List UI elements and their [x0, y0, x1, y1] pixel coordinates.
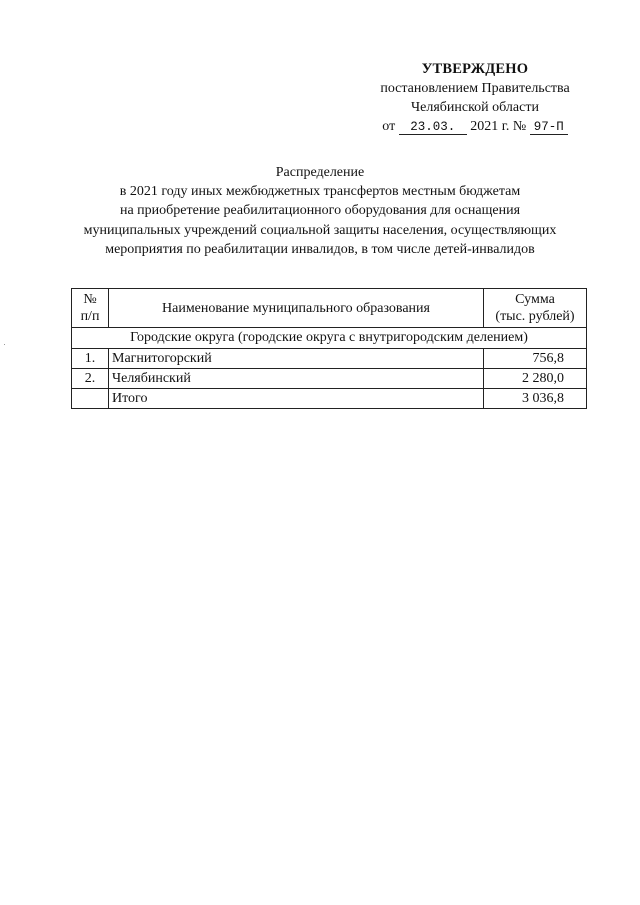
approval-date: 23.03. — [399, 120, 467, 135]
approval-date-line — [360, 117, 590, 136]
approval-number: 97-П — [530, 120, 568, 135]
document-title — [60, 163, 580, 259]
header-number-line-1: № — [83, 292, 97, 307]
distribution-table — [71, 288, 587, 409]
total-sum: 3 036,8 — [484, 389, 587, 409]
approval-from-label: от — [382, 119, 396, 134]
approval-heading: УТВЕРЖДЕНО — [421, 61, 529, 77]
approval-year-label: 2021 г. № — [470, 119, 527, 134]
approval-line-2: Челябинской области — [411, 100, 539, 115]
row-name: Челябинский — [109, 369, 484, 389]
approval-line-1: постановлением Правительства — [380, 81, 570, 96]
table-row — [72, 349, 587, 369]
scan-speck — [4, 344, 5, 345]
title-line-3: на приобретение реабилитационного оборудования для оснащения — [119, 203, 521, 219]
header-sum — [484, 289, 587, 328]
header-number — [72, 289, 109, 328]
header-sum-line-1: Сумма — [515, 292, 555, 307]
total-number-cell — [72, 389, 109, 409]
title-line-2: в 2021 году иных межбюджетных трансфертов местным бюджетам — [119, 184, 521, 200]
total-label: Итого — [109, 389, 484, 409]
row-sum: 2 280,0 — [484, 369, 587, 389]
row-number: 1. — [72, 349, 109, 369]
table-row — [72, 369, 587, 389]
table-header-row — [72, 289, 587, 328]
row-number: 2. — [72, 369, 109, 389]
approval-stamp — [360, 60, 590, 136]
title-line-5: мероприятия по реабилитации инвалидов, в том числе детей-инвалидов — [105, 241, 535, 257]
title-line-1: Распределение — [275, 165, 365, 180]
row-name: Магнитогорский — [109, 349, 484, 369]
row-sum: 756,8 — [484, 349, 587, 369]
header-name: Наименование муниципального образования — [109, 289, 484, 328]
title-line-4: муниципальных учреждений социальной защиты населения, осуществляющих — [83, 222, 557, 238]
table-total-row — [72, 389, 587, 409]
table-group-row — [72, 328, 587, 349]
header-number-line-2: п/п — [80, 309, 100, 324]
group-label: Городские округа (городские округа с внутригородским делением) — [72, 328, 587, 349]
header-sum-line-2: (тыс. рублей) — [495, 309, 575, 324]
